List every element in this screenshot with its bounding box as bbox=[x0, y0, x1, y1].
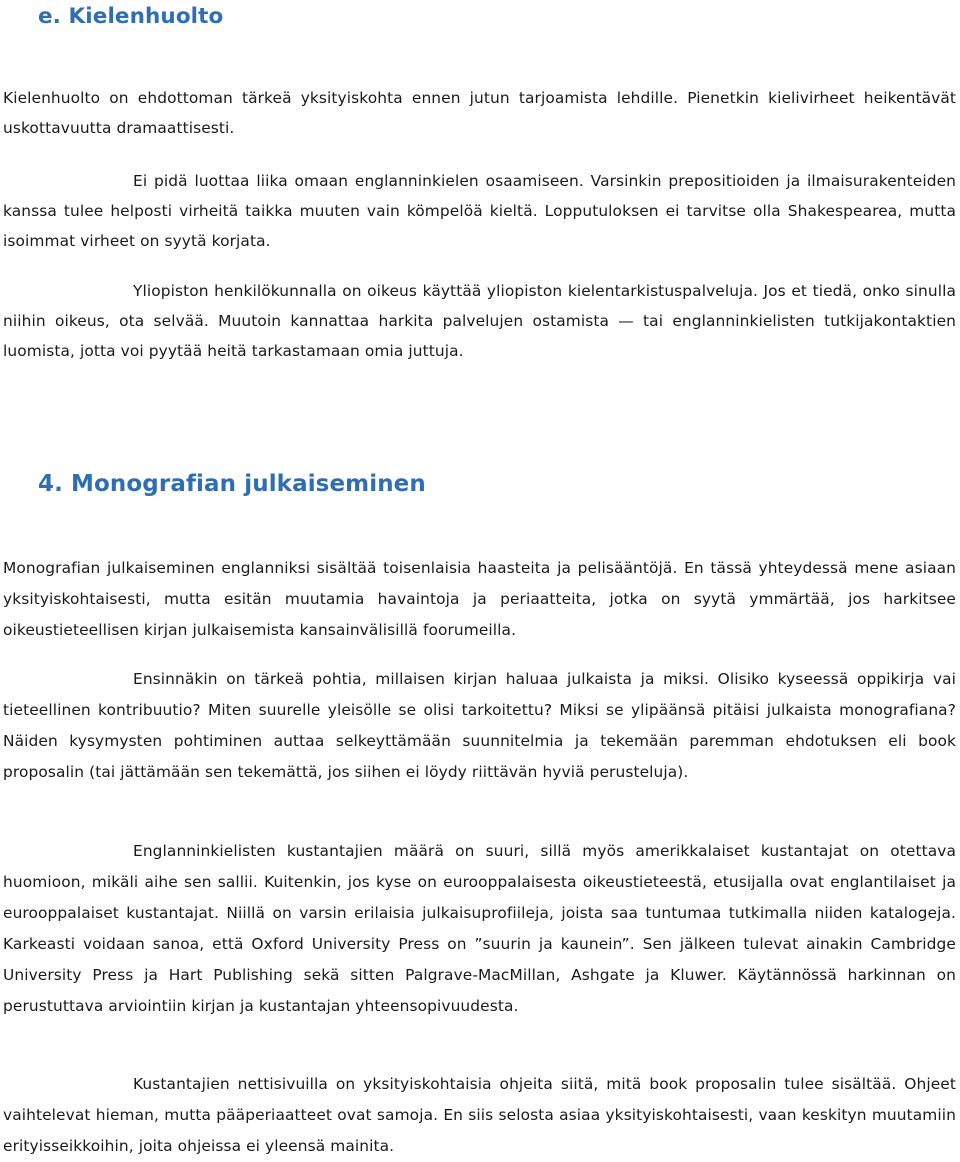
paragraph: Ensinnäkin on tärkeä pohtia, millaisen kirjan haluaa julkaista ja miksi. Olisiko kyseessä oppikirja vai tieteellinen kontribuutio? Miten suurelle yleisölle se olisi tarkoitettu? Miksi se ylipäänsä pitäisi julkaista monografiana? Näiden kysymysten pohtiminen auttaa selkeyttämään suunnitelmia ja tekemään paremman ehdotuksen eli book proposalin (tai jättämään sen tekemättä, jos siihen ei löydy riittävän hyviä perusteluja). bbox=[3, 670, 956, 781]
paragraph: Ei pidä luottaa liika omaan englanninkielen osaamiseen. Varsinkin prepositioiden ja ilmaisurakenteiden kanssa tulee helposti virheitä taikka muuten vain kömpelöä kieltä. Lopputuloksen ei tarvitse olla Shakespearea, mutta isoimmat virheet on syytä korjata. bbox=[3, 172, 956, 250]
paragraph: Englanninkielisten kustantajien määrä on suuri, sillä myös amerikkalaiset kustantajat on otettava huomioon, mikäli aihe sen sallii. Kuitenkin, jos kyse on eurooppalaisesta oikeustieteestä, etusijalla ovat englantilaiset ja eurooppalaiset kustantajat. Niillä on varsin erilaisia julkaisuprofiileja, joista saa tuntumaa tutkimalla niiden katalogeja. Karkeasti voidaan sanoa, että Oxford University Press on ”suurin ja kaunein”. Sen jälkeen tulevat ainakin Cambridge University Press ja Hart Publishing sekä sitten Palgrave-MacMillan, Ashgate ja Kluwer. Käytännössä harkinnan on perustuttava arviointiin kirjan ja kustantajan yhteensopivuudesta. bbox=[3, 842, 956, 1015]
paragraph: Monografian julkaiseminen englanniksi sisältää toisenlaisia haasteita ja pelisääntöjä. En tässä yhteydessä mene asiaan yksityiskohtaisesti, mutta esitän muutamia havaintoja ja periaatteita, jotka on syytä ymmärtää, jos harkitsee oikeustieteellisen kirjan julkaisemista kansainvälisillä foorumeilla. bbox=[3, 559, 956, 639]
paragraph: Kustantajien nettisivuilla on yksityiskohtaisia ohjeita siitä, mitä book proposalin tulee sisältää. Ohjeet vaihtelevat hieman, mutta pääperiaatteet ovat samoja. En siis selosta asiaa yksityiskohtaisesti, vaan keskityn muutamiin erityisseikkoihin, joita ohjeissa ei yleensä mainita. bbox=[3, 1075, 956, 1155]
section-heading-kielenhuolto: e. Kielenhuolto bbox=[38, 4, 224, 29]
paragraph: Kielenhuolto on ehdottoman tärkeä yksityiskohta ennen jutun tarjoamista lehdille. Pienetkin kielivirheet heikentävät uskottavuutta dramaattisesti. bbox=[3, 89, 956, 137]
section-heading-monografian-julkaiseminen: 4. Monografian julkaiseminen bbox=[38, 471, 426, 497]
paragraph: Yliopiston henkilökunnalla on oikeus käyttää yliopiston kielentarkistuspalveluja. Jos et tiedä, onko sinulla niihin oikeus, ota selvää. Muutoin kannattaa harkita palvelujen ostamista — tai englanninkielisten tutkijakontaktien luomista, jotta voi pyytää heitä tarkastamaan omia juttuja. bbox=[3, 282, 956, 360]
